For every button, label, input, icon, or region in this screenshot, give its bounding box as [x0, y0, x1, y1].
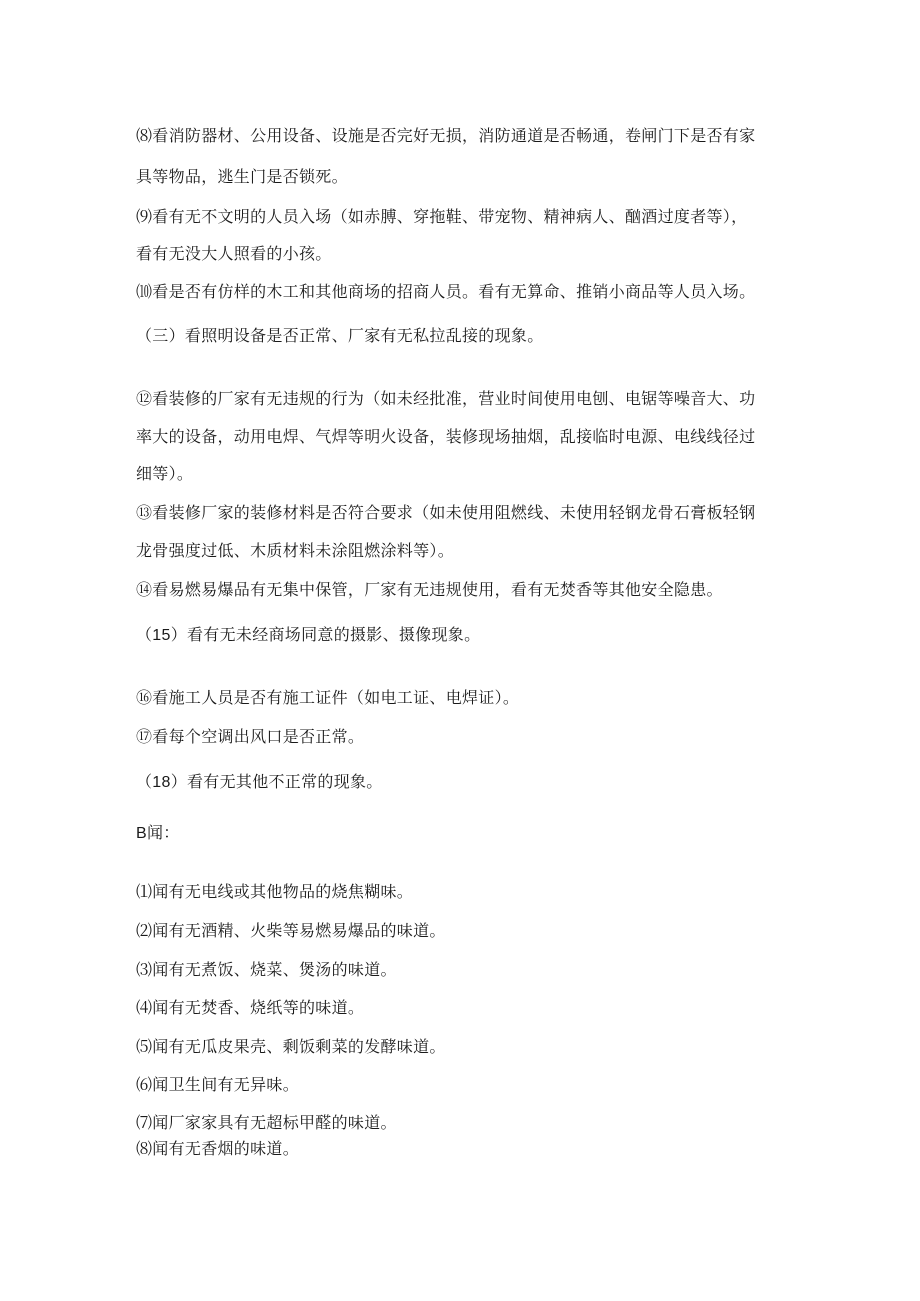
eye-item-8-line-1: ⑻看消防器材、公用设备、设施是否完好无损，消防通道是否畅通，卷闸门下是否有家	[136, 126, 756, 145]
eye-item-14: ⑭看易燃易爆品有无集中保管，厂家有无违规使用，看有无焚香等其他安全隐患。	[136, 580, 723, 599]
eye-subsection-3-heading: （三）看照明设备是否正常、厂家有无私拉乱接的现象。	[136, 326, 544, 345]
smell-item-3: ⑶闻有无煮饭、烧菜、煲汤的味道。	[136, 960, 397, 979]
eye-item-17: ⑰看每个空调出风口是否正常。	[136, 727, 365, 746]
eye-item-13-line-2: 龙骨强度过低、木质材料未涂阻燃涂料等）。	[136, 541, 455, 560]
eye-item-13-line-1: ⑬看装修厂家的装修材料是否符合要求（如未使用阻燃线、未使用轻钢龙骨石膏板轻钢	[136, 503, 756, 522]
eye-item-15	[136, 625, 796, 646]
smell-section-heading	[136, 823, 796, 844]
eye-item-15-number: （15）	[136, 627, 187, 644]
eye-item-8-line-2: 具等物品，逃生门是否锁死。	[136, 167, 348, 186]
eye-item-10: ⑽看是否有仿样的木工和其他商场的招商人员。看有无算命、推销小商品等人员入场。	[136, 282, 756, 301]
eye-item-18	[136, 772, 796, 793]
smell-item-1: ⑴闻有无电线或其他物品的烧焦糊味。	[136, 882, 414, 901]
smell-item-6: ⑹闻卫生间有无异味。	[136, 1075, 300, 1094]
eye-item-12-line-2: 率大的设备，动用电焊、气焊等明火设备，装修现场抽烟，乱接临时电源、电线线径过	[136, 427, 756, 446]
smell-item-7: ⑺闻厂家家具有无超标甲醛的味道。	[136, 1113, 397, 1132]
smell-heading-text: 闻：	[146, 823, 180, 842]
eye-item-18-number: （18）	[136, 774, 187, 791]
smell-heading-letter: B	[136, 825, 147, 842]
smell-item-5: ⑸闻有无瓜皮果壳、剩饭剩菜的发酵味道。	[136, 1037, 446, 1056]
smell-item-2: ⑵闻有无酒精、火柴等易燃易爆品的味道。	[136, 921, 446, 940]
eye-item-15-text: 看有无未经商场同意的摄影、摄像现象。	[187, 625, 481, 644]
eye-item-9-line-2: 看有无没大人照看的小孩。	[136, 244, 332, 263]
eye-item-18-text: 看有无其他不正常的现象。	[187, 772, 383, 791]
eye-item-12-line-3: 细等）。	[136, 464, 194, 483]
smell-item-4: ⑷闻有无焚香、烧纸等的味道。	[136, 998, 365, 1017]
eye-item-9-line-1: ⑼看有无不文明的人员入场（如赤膊、穿拖鞋、带宠物、精神病人、酗酒过度者等），	[136, 207, 748, 226]
eye-item-16: ⑯看施工人员是否有施工证件（如电工证、电焊证）。	[136, 688, 520, 707]
smell-item-8: ⑻闻有无香烟的味道。	[136, 1139, 300, 1158]
eye-item-12-line-1: ⑫看装修的厂家有无违规的行为（如未经批准，营业时间使用电刨、电锯等噪音大、功	[136, 389, 756, 408]
